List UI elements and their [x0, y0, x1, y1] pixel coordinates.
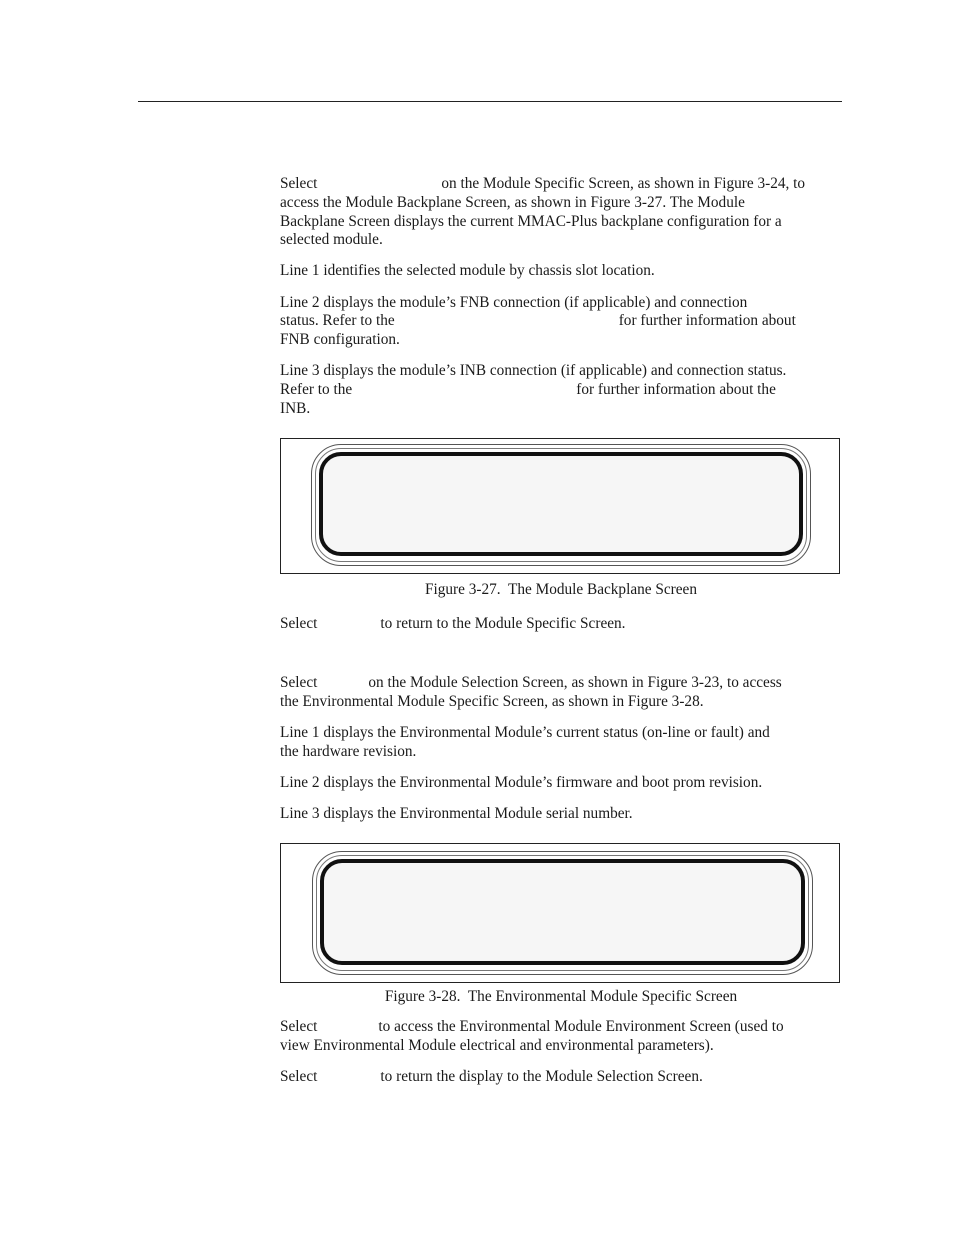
paragraph-line1-description: Line 1 identifies the selected module by chassis slot location. [280, 262, 655, 279]
text-line: Line 1 displays the Environmental Module’s current status (on-line or fault) and [280, 724, 770, 741]
text-line: Select on the Module Selection Screen, as shown in Figure 3-23, to access [280, 674, 782, 691]
text-line: Line 3 displays the module’s INB connection (if applicable) and connection status. [280, 362, 787, 379]
text-line: FNB configuration. [280, 331, 400, 348]
text-line: Backplane Screen displays the current MMAC-Plus backplane configuration for a [280, 213, 782, 230]
text-line: access the Module Backplane Screen, as shown in Figure 3-27. The Module [280, 194, 745, 211]
figure-caption: Figure 3-27. The Module Backplane Screen [424, 581, 697, 598]
text-line: selected module. [280, 231, 383, 248]
text-line: Line 2 displays the module’s FNB connection (if applicable) and connection [280, 294, 748, 311]
paragraph-env-line3: Line 3 displays the Environmental Module serial number. [280, 805, 633, 822]
lcd-display [320, 859, 805, 965]
paragraph-return-instruction: Select to return to the Module Specific Screen. [280, 615, 626, 632]
text-line: view Environmental Module electrical and environmental parameters). [280, 1037, 714, 1054]
text-line: Select to access the Environmental Module Environment Screen (used to [280, 1018, 784, 1035]
paragraph-env-line2: Line 2 displays the Environmental Module’s firmware and boot prom revision. [280, 774, 763, 791]
header-rule [138, 101, 842, 102]
paragraph-return-to-selection: Select to return the display to the Module Selection Screen. [280, 1068, 703, 1085]
figure-caption: Figure 3-28. The Environmental Module Specific Screen [384, 988, 738, 1005]
text-line: Refer to the for further information about the [280, 381, 776, 398]
text-line: INB. [280, 400, 311, 417]
figure-environmental-module-screen [280, 843, 840, 983]
figure-module-backplane-screen [280, 438, 840, 574]
text-line: status. Refer to the for further information about [280, 312, 796, 329]
lcd-display [319, 452, 803, 556]
text-line: the hardware revision. [280, 743, 417, 760]
text-line: Select on the Module Specific Screen, as shown in Figure 3-24, to [280, 175, 806, 192]
text-line: the Environmental Module Specific Screen, as shown in Figure 3-28. [280, 693, 704, 710]
